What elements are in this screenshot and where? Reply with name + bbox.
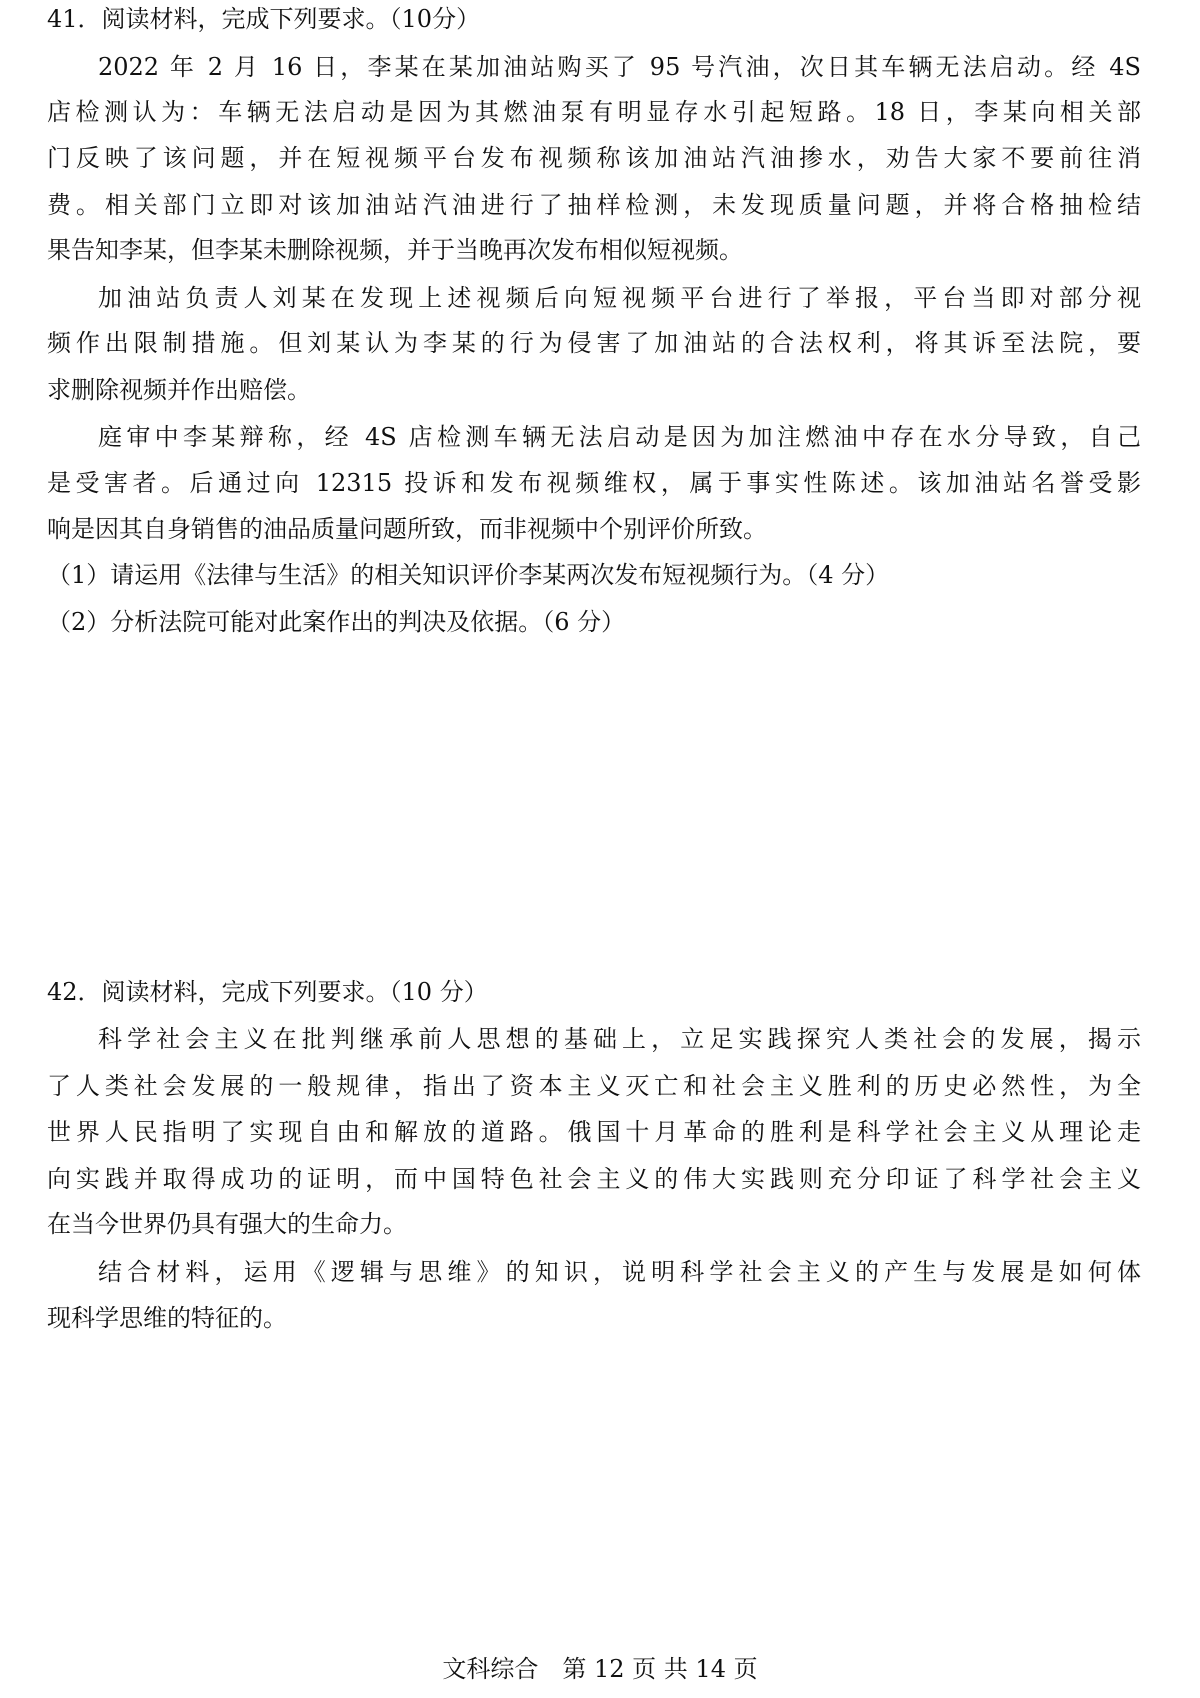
- q41-p1-line-5: 果告知李某，但李某未删除视频，并于当晚再次发布相似短视频。: [47, 236, 743, 264]
- q41-p3-line-2: 是受害者。后通过向 12315 投诉和发布视频维权，属于事实性陈述。该加油站名誉受影: [47, 469, 1141, 497]
- q41-p1-line-2: 店检测认为：车辆无法启动是因为其燃油泵有明显存水引起短路。18 日，李某向相关部: [47, 98, 1141, 126]
- q41-p2-line-2: 频作出限制措施。但刘某认为李某的行为侵害了加油站的合法权利，将其诉至法院，要: [47, 329, 1141, 357]
- q41-p1-line-4: 费。相关部门立即对该加油站汽油进行了抽样检测，未发现质量问题，并将合格抽检结: [47, 191, 1141, 219]
- q42-p2-line-2: 现科学思维的特征的。: [47, 1304, 287, 1332]
- q41-p2-line-3: 求删除视频并作出赔偿。: [47, 376, 311, 404]
- q42-p1-line-2: 了人类社会发展的一般规律，指出了资本主义灭亡和社会主义胜利的历史必然性，为全: [47, 1072, 1141, 1100]
- q41-p2-line-1: 加油站负责人刘某在发现上述视频后向短视频平台进行了举报，平台当即对部分视: [98, 284, 1141, 312]
- q42-p1-line-4: 向实践并取得成功的证明，而中国特色社会主义的伟大实践则充分印证了科学社会主义: [47, 1165, 1141, 1193]
- q41-p1-line-3: 门反映了该问题，并在短视频平台发布视频称该加油站汽油掺水，劝告大家不要前往消: [47, 144, 1141, 172]
- q41-p3-line-3: 响是因其自身销售的油品质量问题所致，而非视频中个别评价所致。: [47, 515, 767, 543]
- q41-subquestion-1: （1）请运用《法律与生活》的相关知识评价李某两次发布短视频行为。（4 分）: [47, 561, 890, 589]
- q41-subquestion-2: （2）分析法院可能对此案作出的判决及依据。（6 分）: [47, 608, 626, 636]
- q41-p3-line-1: 庭审中李某辩称，经 4S 店检测车辆无法启动是因为加注燃油中存在水分导致，自己: [98, 423, 1141, 451]
- q41-heading: 41．阅读材料，完成下列要求。（10分）: [47, 5, 481, 33]
- q42-p1-line-1: 科学社会主义在批判继承前人思想的基础上，立足实践探究人类社会的发展，揭示: [98, 1025, 1141, 1053]
- page-footer: 文科综合 第 12 页 共 14 页: [442, 1655, 758, 1683]
- q42-p1-line-5: 在当今世界仍具有强大的生命力。: [47, 1210, 407, 1238]
- q41-p1-line-1: 2022 年 2 月 16 日，李某在某加油站购买了 95 号汽油，次日其车辆无法启动。经 4S: [98, 53, 1141, 81]
- q42-heading: 42．阅读材料，完成下列要求。（10 分）: [47, 978, 488, 1006]
- q42-p1-line-3: 世界人民指明了实现自由和解放的道路。俄国十月革命的胜利是科学社会主义从理论走: [47, 1118, 1141, 1146]
- q42-p2-line-1: 结合材料，运用《逻辑与思维》的知识，说明科学社会主义的产生与发展是如何体: [98, 1258, 1141, 1286]
